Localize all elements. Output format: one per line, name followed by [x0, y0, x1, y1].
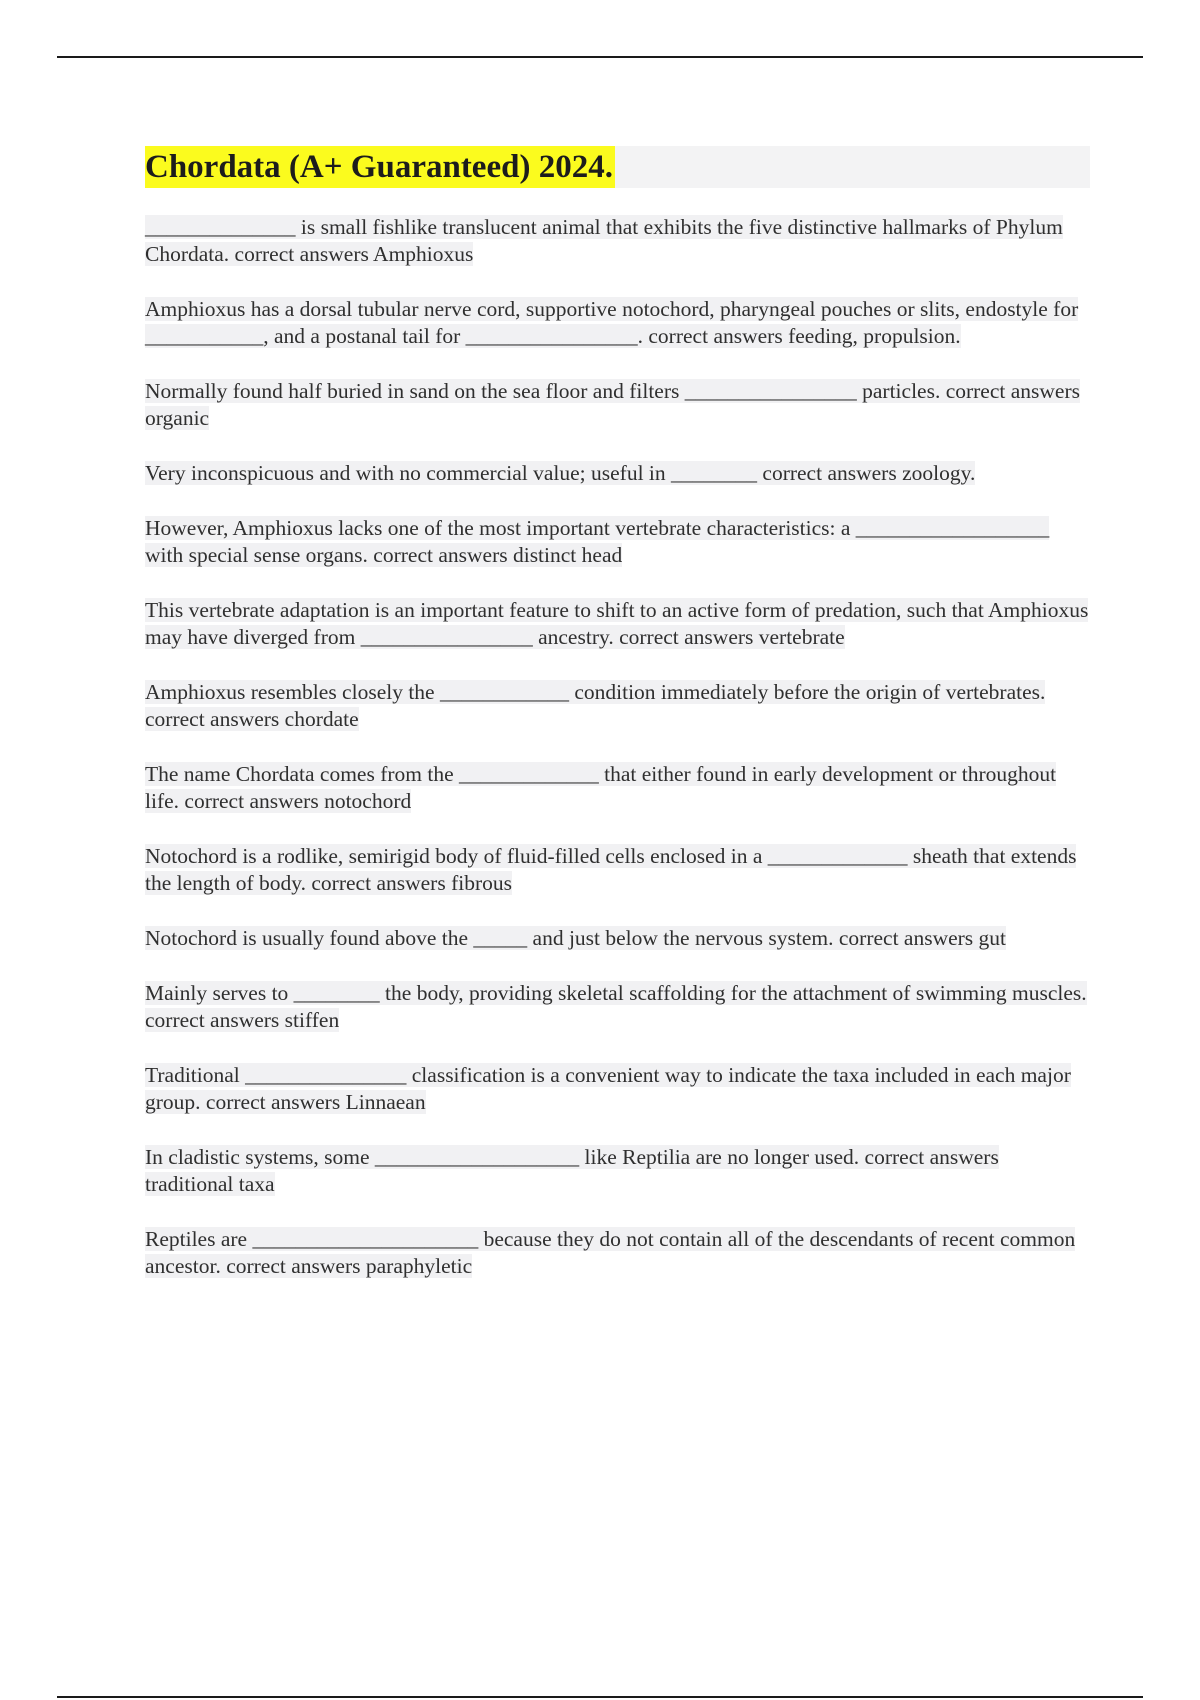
qa-item: Very inconspicuous and with no commercial value; useful in ________ correct answers zoology. — [145, 461, 976, 485]
qa-item: Notochord is usually found above the _____ and just below the nervous system. correct answers gut — [145, 926, 1007, 950]
qa-item: Amphioxus resembles closely the ____________ condition immediately before the origin of vertebrates. correct answers chordate — [145, 680, 1046, 731]
qa-item: Mainly serves to ________ the body, providing skeletal scaffolding for the attachment of swimming muscles. correct answers stiffen — [145, 981, 1087, 1032]
qa-item: In cladistic systems, some ___________________ like Reptilia are no longer used. correct answers traditional taxa — [145, 1145, 999, 1196]
qa-item: This vertebrate adaptation is an important feature to shift to an active form of predation, such that Amphioxus may have diverged from ________________ ancestry. correct answers vertebrate — [145, 598, 1089, 649]
qa-item: Traditional _______________ classification is a convenient way to indicate the taxa included in each major group. correct answers Linnaean — [145, 1063, 1071, 1114]
qa-item: The name Chordata comes from the _____________ that either found in early development or throughout life. correct answers notochord — [145, 762, 1057, 813]
title-bar — [145, 146, 1090, 188]
qa-item: Normally found half buried in sand on the sea floor and filters ________________ particles. correct answers organic — [145, 379, 1080, 430]
document-title: Chordata (A+ Guaranteed) 2024. — [145, 146, 615, 188]
qa-item: Amphioxus has a dorsal tubular nerve cord, supportive notochord, pharyngeal pouches or slits, endostyle for ___________, and a postanal tail for ________________. correct answers feeding, propulsion. — [145, 297, 1079, 348]
bottom-rule — [57, 1696, 1143, 1698]
qa-list — [145, 214, 1090, 1280]
qa-item: ______________ is small fishlike translucent animal that exhibits the five distinctive hallmarks of Phylum Chordata. correct answers Amphioxus — [145, 215, 1063, 266]
document-body — [145, 146, 1090, 1308]
qa-item: Notochord is a rodlike, semirigid body of fluid-filled cells enclosed in a _____________ sheath that extends the length of body. correct answers fibrous — [145, 844, 1077, 895]
qa-item: Reptiles are _____________________ because they do not contain all of the descendants of recent common ancestor. correct answers paraphyletic — [145, 1227, 1076, 1278]
qa-item: However, Amphioxus lacks one of the most important vertebrate characteristics: a __________________ with special sense organs. correct answers distinct head — [145, 516, 1050, 567]
top-rule — [57, 56, 1143, 58]
